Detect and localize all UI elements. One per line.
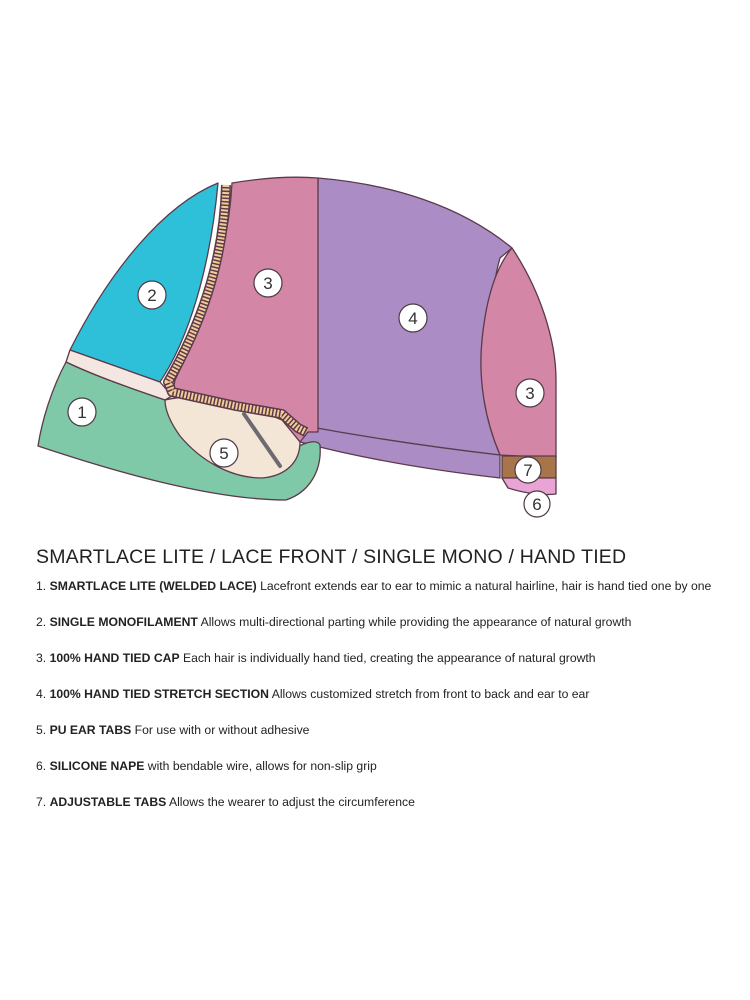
marker-2	[138, 281, 166, 309]
feature-number: 2.	[36, 615, 47, 629]
feature-name: SILICONE NAPE	[49, 759, 145, 773]
feature-item	[36, 686, 711, 722]
feature-description: Lacefront extends ear to ear to mimic a natural hairline, hair is hand tied one by one	[260, 579, 712, 593]
feature-name: PU EAR TABS	[49, 723, 132, 737]
marker-label: 1	[77, 403, 87, 422]
marker-label: 2	[147, 286, 157, 305]
marker-label: 7	[523, 461, 533, 480]
feature-number: 1.	[36, 579, 47, 593]
marker-label: 6	[532, 495, 542, 514]
feature-item	[36, 650, 711, 686]
marker-label: 4	[408, 309, 418, 328]
feature-number: 3.	[36, 651, 47, 665]
marker-7	[515, 457, 541, 483]
feature-item	[36, 794, 711, 830]
feature-name: SINGLE MONOFILAMENT	[49, 615, 198, 629]
feature-number: 5.	[36, 723, 47, 737]
feature-description: Each hair is individually hand tied, creating the appearance of natural growth	[182, 651, 596, 665]
page-title: SMARTLACE LITE / LACE FRONT / SINGLE MONO / HAND TIED	[36, 546, 627, 568]
feature-number: 7.	[36, 795, 47, 809]
feature-number: 6.	[36, 759, 47, 773]
feature-item	[36, 758, 711, 794]
feature-description: For use with or without adhesive	[134, 723, 310, 737]
feature-list	[36, 578, 711, 830]
marker-1	[68, 398, 96, 426]
marker-5	[210, 439, 238, 467]
feature-name: SMARTLACE LITE (WELDED LACE)	[49, 579, 257, 593]
feature-description: with bendable wire, allows for non-slip grip	[147, 759, 377, 773]
feature-item	[36, 578, 711, 614]
feature-name: 100% HAND TIED CAP	[49, 651, 180, 665]
feature-name: ADJUSTABLE TABS	[49, 795, 167, 809]
feature-description: Allows customized stretch from front to back and ear to ear	[271, 687, 590, 701]
feature-item	[36, 722, 711, 758]
feature-item	[36, 614, 711, 650]
marker-3-front	[254, 269, 282, 297]
marker-label: 3	[263, 274, 273, 293]
marker-3-back	[516, 379, 544, 407]
marker-4	[399, 304, 427, 332]
feature-description: Allows the wearer to adjust the circumference	[168, 795, 415, 809]
feature-name: 100% HAND TIED STRETCH SECTION	[49, 687, 269, 701]
feature-description: Allows multi-directional parting while providing the appearance of natural growth	[200, 615, 632, 629]
feature-number: 4.	[36, 687, 47, 701]
marker-label: 5	[219, 444, 229, 463]
marker-label: 3	[525, 384, 535, 403]
marker-6	[524, 491, 550, 517]
